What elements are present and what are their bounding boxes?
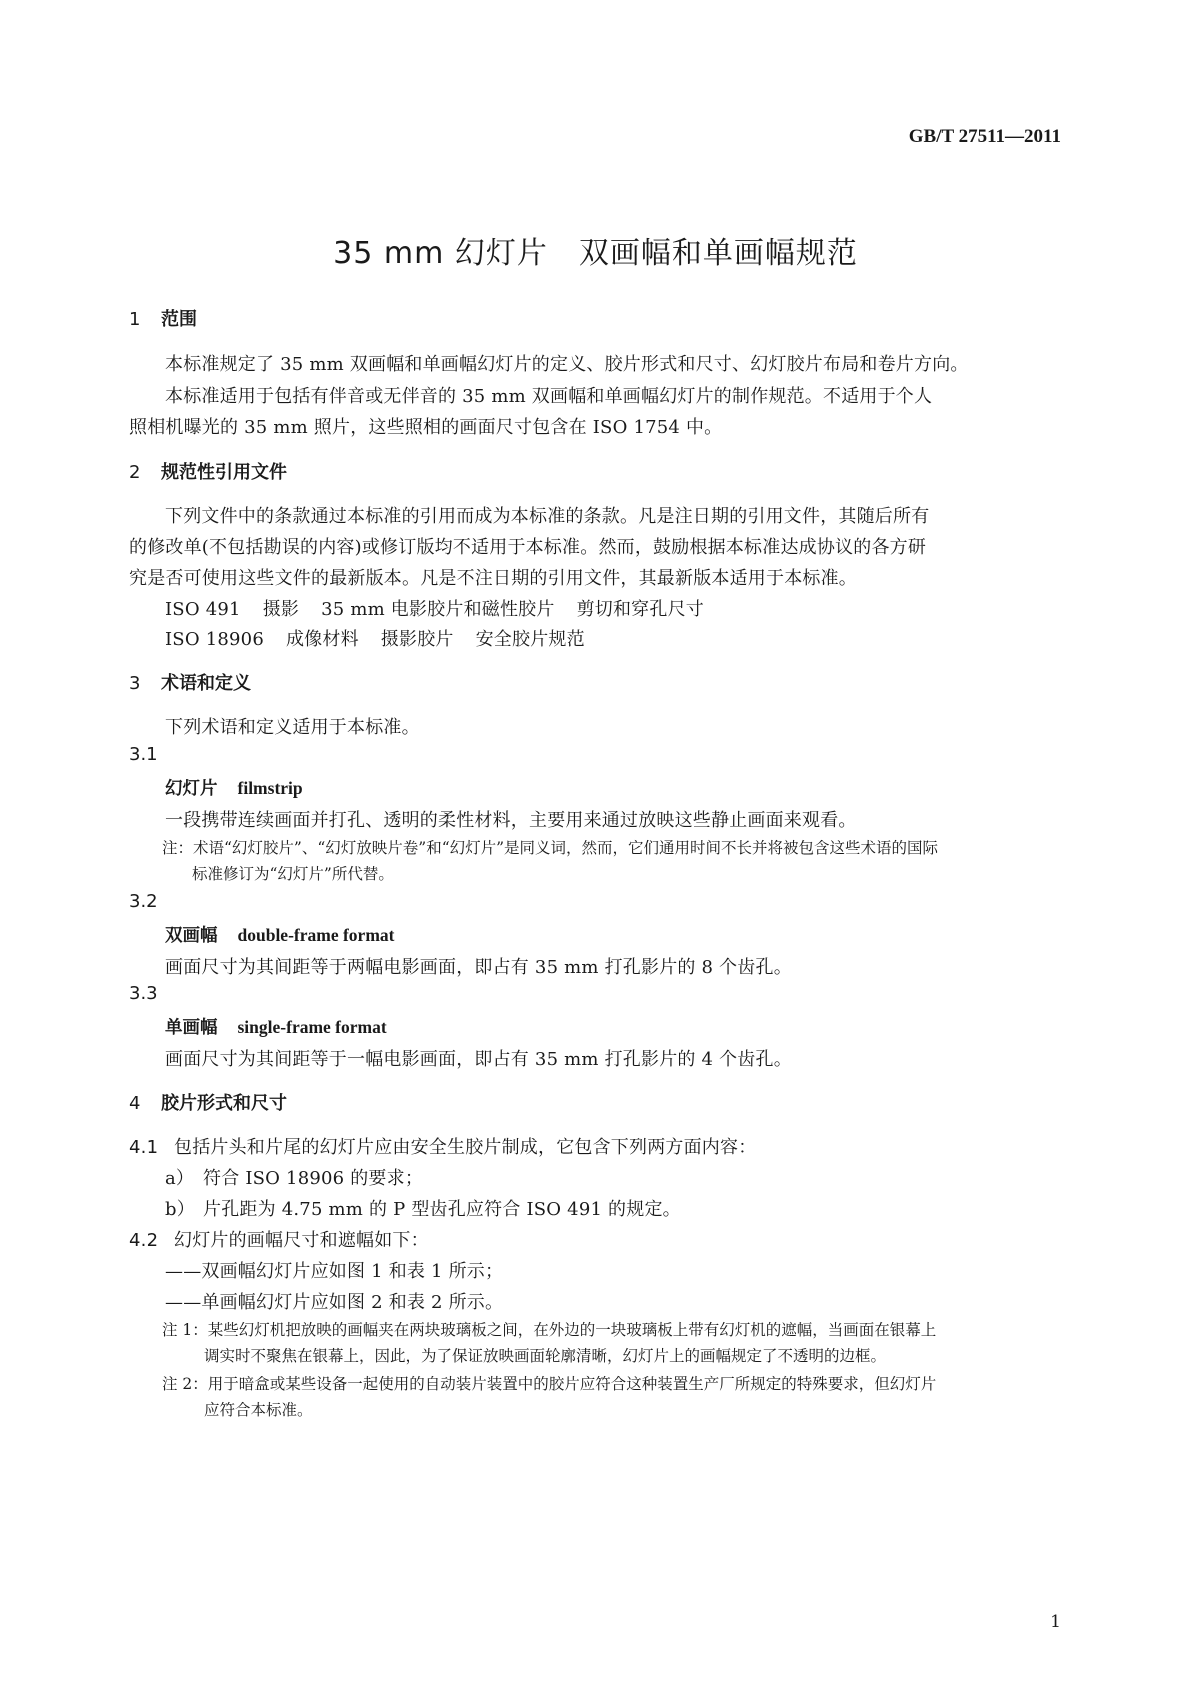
list-label: b） [165, 1199, 195, 1220]
reference-part: 35 mm 电影胶片和磁性胶片 [321, 599, 555, 620]
clause-number: 4.2 [129, 1230, 159, 1251]
note: 注 2：用于暗盒或某些设备一起使用的自动装片装置中的胶片应符合这种装置生产厂所规定的特殊要求，但幻灯片 [162, 1375, 937, 1393]
clause-number: 3.3 [129, 983, 158, 1004]
note: 调实时不聚焦在银幕上，因此，为了保证放映画面轮廓清晰，幻灯片上的画幅规定了不透明的边框。 [204, 1347, 887, 1365]
normative-reference [165, 625, 585, 651]
paragraph: 下列术语和定义适用于本标准。 [165, 717, 420, 738]
term-definition: 一段携带连续画面并打孔、透明的柔性材料，主要用来通过放映这些静止画面来观看。 [165, 810, 857, 831]
note: 注 1：某些幻灯机把放映的画幅夹在两块玻璃板之间，在外边的一块玻璃板上带有幻灯机的遮幅，当画面在银幕上 [162, 1321, 937, 1339]
section-number: 4 [129, 1093, 141, 1114]
page-number: 1 [1050, 1612, 1061, 1632]
clause-number: 3.1 [129, 744, 158, 765]
reference-part: 摄影 [262, 599, 300, 620]
section-title: 胶片形式和尺寸 [161, 1093, 287, 1114]
list-item [165, 1195, 681, 1221]
reference-part: 成像材料 [285, 629, 359, 650]
term-entry [165, 922, 394, 947]
note: 应符合本标准。 [204, 1401, 313, 1419]
note: 注：术语“幻灯胶片”、“幻灯放映片卷”和“幻灯片”是同义词，然而，它们通用时间不长并将被包含这些术语的国际 [162, 839, 939, 857]
section-title: 范围 [161, 309, 197, 330]
reference-code: ISO 18906 [165, 629, 264, 650]
reference-code: ISO 491 [165, 599, 241, 620]
term-zh: 双画幅 [165, 926, 218, 946]
clause-number: 3.2 [129, 891, 158, 912]
list-label: a） [165, 1168, 195, 1189]
term-en: single-frame format [237, 1017, 387, 1037]
list-text: 符合 ISO 18906 的要求； [203, 1168, 424, 1189]
section-number: 3 [129, 673, 141, 694]
paragraph: 本标准适用于包括有伴音或无伴音的 35 mm 双画幅和单画幅幻灯片的制作规范。不适用于个人 [165, 386, 933, 407]
term-entry [165, 775, 303, 800]
clause-4-2 [129, 1226, 429, 1252]
term-zh: 单画幅 [165, 1018, 218, 1038]
reference-part: 安全胶片规范 [475, 629, 585, 650]
paragraph: 究是否可使用这些文件的最新版本。凡是不注日期的引用文件，其最新版本适用于本标准。 [129, 568, 857, 589]
normative-reference [165, 595, 704, 621]
section-4-heading [129, 1089, 287, 1115]
clause-text: 幻灯片的画幅尺寸和遮幅如下： [174, 1230, 429, 1251]
section-number: 2 [129, 462, 141, 483]
reference-part: 摄影胶片 [380, 629, 454, 650]
section-1-heading [129, 305, 197, 331]
paragraph: 照相机曝光的 35 mm 照片，这些照相的画面尺寸包含在 ISO 1754 中。 [129, 417, 723, 438]
document-title: 35 mm 幻灯片 双画幅和单画幅规范 [333, 236, 858, 271]
section-number: 1 [129, 309, 141, 330]
standard-code: GB/T 27511—2011 [908, 126, 1061, 147]
reference-part: 剪切和穿孔尺寸 [576, 599, 704, 620]
section-title: 规范性引用文件 [161, 462, 287, 483]
term-en: double-frame format [237, 925, 395, 945]
term-zh: 幻灯片 [165, 779, 218, 799]
paragraph: 的修改单(不包括勘误的内容)或修订版均不适用于本标准。然而，鼓励根据本标准达成协议的各方研 [129, 537, 927, 558]
term-definition: 画面尺寸为其间距等于两幅电影画面，即占有 35 mm 打孔影片的 8 个齿孔。 [165, 957, 792, 978]
list-item [165, 1164, 423, 1190]
section-2-heading [129, 458, 287, 484]
list-text: 片孔距为 4.75 mm 的 P 型齿孔应符合 ISO 491 的规定。 [203, 1199, 681, 1220]
term-en: filmstrip [237, 778, 303, 798]
term-definition: 画面尺寸为其间距等于一幅电影画面，即占有 35 mm 打孔影片的 4 个齿孔。 [165, 1049, 792, 1070]
section-title: 术语和定义 [161, 673, 251, 694]
paragraph: 本标准规定了 35 mm 双画幅和单画幅幻灯片的定义、胶片形式和尺寸、幻灯胶片布局和卷片方向。 [165, 354, 969, 375]
note: 标准修订为“幻灯片”所代替。 [192, 865, 394, 883]
term-entry [165, 1014, 387, 1039]
section-3-heading [129, 669, 251, 695]
list-item: ——单画幅幻灯片应如图 2 和表 2 所示。 [165, 1292, 504, 1313]
paragraph: 下列文件中的条款通过本标准的引用而成为本标准的条款。凡是注日期的引用文件，其随后所有 [165, 506, 930, 527]
clause-text: 包括片头和片尾的幻灯片应由安全生胶片制成，它包含下列两方面内容： [174, 1137, 757, 1158]
clause-4-1 [129, 1133, 756, 1159]
clause-number: 4.1 [129, 1137, 159, 1158]
list-item: ——双画幅幻灯片应如图 1 和表 1 所示； [165, 1261, 504, 1282]
